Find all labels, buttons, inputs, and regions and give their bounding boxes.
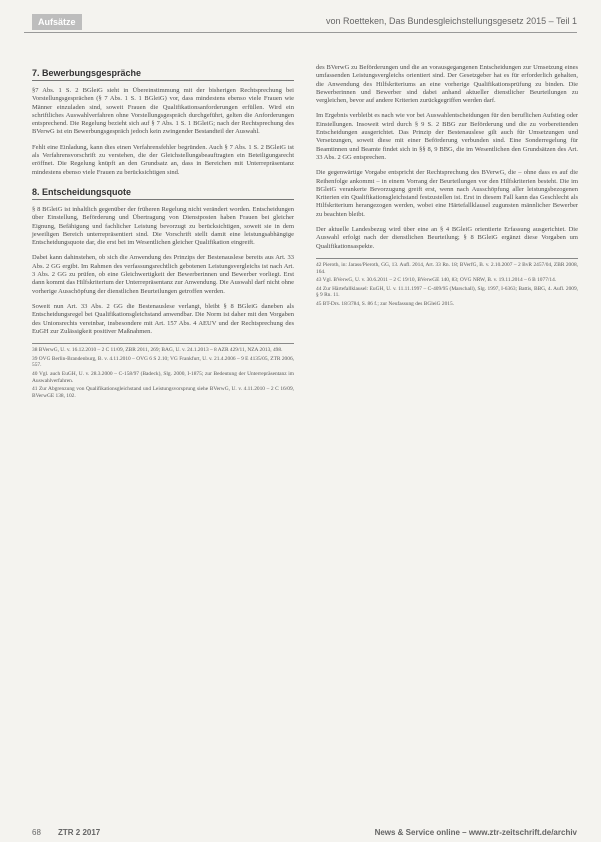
section-8-paragraph-3: Soweit nun Art. 33 Abs. 2 GG die Bestenauslese verlangt, bleibt § 8 BGleiG daneben als Entscheidungsregel bei Qualifikationsgleichstand anwendbar. Die Norm ist daher mit den Vorgaben des Unionsrechts vereinbar, insbesondere mit Art. 157 Abs. 4 AEUV und der Rechtsprechung des EuGH zur Zulässigkeit positiver Maßnahmen. [32, 302, 294, 335]
footnote: 39 OVG Berlin-Brandenburg, B. v. 4.11.2010 – OVG 6 S 2.10; VG Frankfurt, U. v. 21.4.2006 – 9 E 4135/05, ZTR 2006, 557. [32, 355, 294, 369]
left-footnotes [32, 343, 294, 399]
page-header [24, 12, 577, 33]
section-label: Aufsätze [32, 14, 82, 30]
section-8-heading: 8. Entscheidungsquote [32, 187, 294, 200]
footnote: 43 Vgl. BVerwG, U. v. 30.6.2011 – 2 C 19/10, BVerwGE 140, 83; OVG NRW, B. v. 19.11.2014 – 6 B 1077/14. [316, 277, 557, 284]
left-column [32, 68, 294, 401]
section-7-heading: 7. Bewerbungsgespräche [32, 68, 294, 81]
right-paragraph-2: Im Ergebnis verbleibt es nach wie vor bei Auswahlentscheidungen für den beruflichen Aufstieg oder Einstellungen. Insoweit wird durch § 9 S. 2 BBG zur Beförderung und die zu vorbereitenden Entscheidungen ausgerichtet. Das Prinzip der Bestenauslese gilt auch für Umsetzungen und Versetzungen, soweit diese mit einer Beförderung verbunden sind. Eine Sonderregelung für Beamtinnen und Beamte findet sich in §§ 8, 9 BBG, die im Wesentlichen den Grundsätzen des Art. 33 Abs. 2 GG entsprechen. [316, 112, 578, 161]
footnote: 38 BVerwG, U. v. 16.12.2010 – 2 C 11/09, ZBR 2011, 269; BAG, U. v. 24.1.2013 – 8 AZR 429/11, NZA 2013, 498. [32, 347, 283, 354]
section-7-paragraph-1: §7 Abs. 1 S. 2 BGleiG sieht in Übereinstimmung mit der bisherigen Rechtsprechung bei Vorstellungsgesprächen (§ 7 Abs. 1 S. 1 BGleiG) vor, dass mindestens ebenso viele Frauen wie Männer einzuladen sind, soweit Frauen die Qualifikationsanforderungen erfüllen. Wird ein schriftliches Auswahlverfahren ohne Vorstellungsgespräch durchgeführt, gelten die Anforderungen entsprechend. Die Regelung bezieht sich auf § 7 Abs. 1 S. 1 BGleiG; nach der Rechtsprechung des BVerwG ist ein Bewerbungsgespräch jedoch kein zwingender Bestandteil der Auswahl. [32, 87, 294, 136]
right-paragraph-1: des BVerwG zu Beförderungen und die an vorausgegangenen Entscheidungen zur Umsetzung eines umfassenden Leistungsvergleichs orientiert sind. Der Gesetzgeber hat es für erforderlich gehalten, die Anwendung des Hilfskriteriums an eine vorherige Qualifikationsprüfung zu binden. Die Bewerberinnen und Bewerber sind dabei anhand aktueller dienstlicher Beurteilungen zu vergleichen, bevor auf andere Kriterien zurückgegriffen werden darf. [316, 64, 578, 105]
footnote: 45 BT-Drs. 18/3784, S. 86 f.; zur Neufassung des BGleiG 2015. [316, 300, 454, 307]
footnote: 40 Vgl. auch EuGH, U. v. 28.3.2000 – C-158/97 (Badeck), Slg. 2000, I-1875; zur Bedeutung der Unterrepräsentanz im Auswahlverfahren. [32, 370, 294, 384]
running-title: von Roetteken, Das Bundesgleichstellungsgesetz 2015 – Teil 1 [326, 16, 577, 26]
right-column [316, 64, 578, 310]
right-paragraph-4: Der aktuelle Landesbezug wird über eine an § 4 BGleiG orientierte Erfassung ausgerichtet. Die Auswahl erfolgt nach der dienstlichen Beurteilung; § 8 BGleiG ergänzt diese Vorgaben um Qualifikationsaspekte. [316, 226, 578, 250]
page-number: 68 [32, 828, 41, 837]
footnote: 41 Zur Abgrenzung von Qualifikationsgleichstand und Leistungsvorsprung siehe BVerwG, U. v. 4.11.2010 – 2 C 16/09, BVerwGE 138, 102. [32, 386, 294, 399]
footnote: 42 Pieroth, in: Jarass/Pieroth, GG, 13. Aufl. 2014, Art. 33 Rn. 18; BVerfG, B. v. 2.10.2007 – 2 BvR 2457/04, ZBR 2008, 164. [316, 261, 578, 275]
section-8-paragraph-1: § 8 BGleiG ist inhaltlich gegenüber der früheren Regelung nicht verändert worden. Entscheidungen über Einstellung, Beförderung und Übertragung von Dienstposten haben Frauen bei gleicher Eignung, Befähigung und fachlicher Leistung bevorzugt zu berücksichtigen, soweit sie in dem jeweiligen Bereich unterrepräsentiert sind. Die Vorschrift stellt damit eine leistungsabhängige Entscheidungsquote dar, die erst bei im Wesentlichen gleicher Qualifikation eingreift. [32, 205, 294, 247]
right-footnotes [316, 258, 578, 308]
section-7-paragraph-2: Fehlt eine Einladung, kann dies einen Verfahrensfehler begründen. Auch § 7 Abs. 1 S. 2 BGleiG ist als Verfahrensvorschrift zu verstehen, die der Gleichstellungsbeauftragten ein Beteiligungsrecht eröffnet. Die Regelung knüpft an den Grundsatz an, dass in Bereichen mit Unterrepräsentanz mindestens ebenso viele Frauen zu berücksichtigen sind. [32, 143, 294, 176]
right-paragraph-3: Die gegenwärtige Vorgabe entspricht der Rechtsprechung des BVerwG, die – ohne dass es auf die Reihenfolge ankommt – in einem Vorrang der Beurteilungen vor den Hilfskriterien besteht. Die im BGleiG verankerte Bevorzugung greift erst, wenn nach Ausschöpfung aller leistungsbezogenen Kriterien ein Qualifikationsgleichstand festzustellen ist. Erst in diesem Fall kann das Geschlecht als Hilfskriterium herangezogen werden, wobei eine Härtefallklausel zugunsten männlicher Bewerber zu beachten bleibt. [316, 169, 578, 218]
journal-issue: ZTR 2 2017 [58, 828, 101, 837]
website-link[interactable]: News & Service online – www.ztr-zeitschrift.de/archiv [374, 828, 577, 837]
footnote: 44 Zur Härtefallklausel: EuGH, U. v. 11.11.1997 – C-409/95 (Marschall), Slg. 1997, I-6363; Battis, BBG, 4. Aufl. 2009, § 9 Rn. 11. [316, 285, 578, 299]
section-8-paragraph-2: Dabei kann dahinstehen, ob sich die Anwendung des Prinzips der Bestenauslese bereits aus Art. 33 Abs. 2 GG ergibt. Im Rahmen des verfassungsrechtlich gebotenen Leistungsvergleichs ist nach Art. 3 Abs. 2 GG zu prüfen, ob eine Gleichwertigkeit der Bewerberinnen und Bewerber vorliegt. Erst dann kommt das Hilfskriterium der Unterrepräsentanz zur Anwendung. Die Auswahl darf nicht ohne vorherige Ausschöpfung der dienstlichen Beurteilungen getroffen werden. [32, 254, 294, 295]
